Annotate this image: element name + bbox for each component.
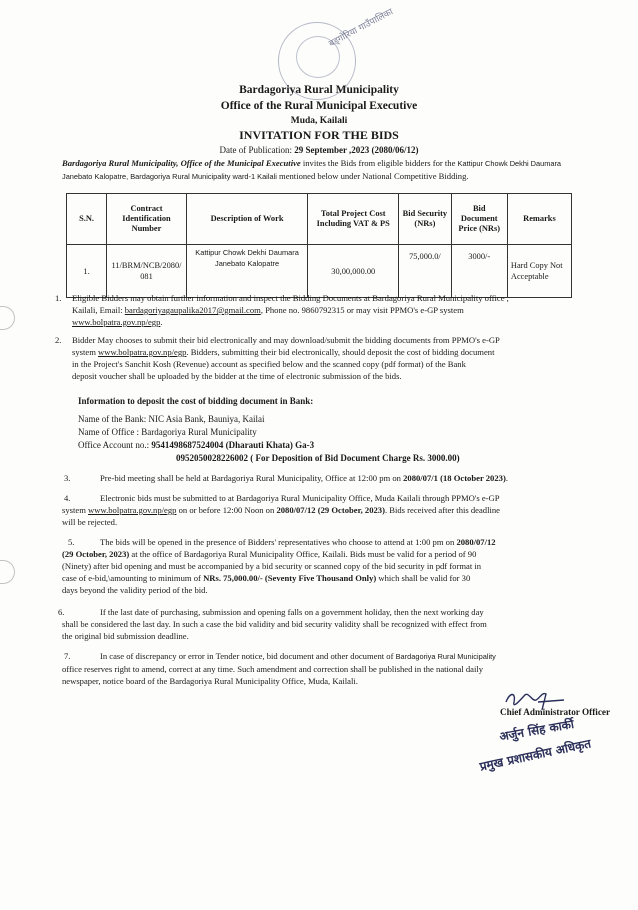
col-contract: Contract Identification Number bbox=[107, 194, 187, 245]
clause-2 bbox=[55, 334, 592, 382]
col-security: Bid Security (NRs) bbox=[399, 194, 451, 245]
opening-date-en: (29 October, 2023) bbox=[62, 549, 130, 559]
clause-7-text-a: In case of discrepancy or error in Tender notice, bid document and other document of bbox=[100, 651, 396, 661]
clause-6-number: 6. bbox=[58, 607, 65, 617]
bank-office: Name of Office : Bardagoriya Rural Municipality bbox=[78, 427, 257, 437]
clause-5-text-a: The bids will be opened in the presence of Bidders' representatives who choose to attend at 1:00 pm on bbox=[100, 537, 457, 547]
clause-4 bbox=[62, 492, 592, 528]
clause-7-small: Bardagoriya Rural Municipality bbox=[395, 652, 496, 661]
seal-text: बड्गोरिया गाउँपालिका bbox=[327, 7, 395, 50]
account-number-1: 9541498687524004 (Dharauti Khata) Ga-3 bbox=[151, 440, 315, 450]
clause-7-line-b: office reserves right to amend, correct at any time. Such amendment and correction shall be published in the national daily bbox=[62, 664, 484, 674]
email-link[interactable]: bardagoriyagaupalika2017@gmail.com bbox=[124, 305, 261, 315]
municipality-name: Bardagoriya Rural Municipality bbox=[239, 84, 399, 96]
punch-hole-mark bbox=[0, 560, 15, 584]
clause-1-line-c bbox=[62, 316, 592, 328]
submission-deadline: 2080/07/12 (29 October, 2023) bbox=[276, 505, 385, 515]
clause-1-text-d: . bbox=[160, 317, 163, 327]
office-address: Muda, Kailali bbox=[290, 116, 348, 126]
clause-4-text-d: . Bids received after this deadline bbox=[384, 505, 500, 515]
clause-7-line-c: newspaper, notice board of the Bardagoriya Rural Municipality Office, Muda, Kailali. bbox=[62, 676, 358, 686]
clause-5-line-d bbox=[62, 572, 592, 584]
clause-4-text-b: system bbox=[62, 505, 89, 515]
egp-link[interactable]: www.bolpatra.gov.np/egp bbox=[88, 505, 177, 515]
clause-1-line-a: Eligible Bidders may obtain further information and inspect the Bidding Documents at Bardagoriya Rural Municipality office , bbox=[72, 293, 509, 303]
col-sn: S.N. bbox=[67, 194, 107, 245]
clause-4-line-b bbox=[62, 504, 592, 516]
cell-cost: 30,00,000.00 bbox=[308, 245, 399, 298]
signatory-post-stamp: प्रमुख प्रशासकीय अधिकृत bbox=[478, 736, 593, 774]
egp-link[interactable]: www.bolpatra.gov.np/egp bbox=[98, 347, 187, 357]
bids-table bbox=[66, 193, 572, 298]
clause-1-number: 1. bbox=[55, 293, 62, 303]
egp-link[interactable]: www.bolpatra.gov.np/egp bbox=[72, 317, 161, 327]
clause-6 bbox=[58, 606, 592, 642]
cell-contract: 11/BRM/NCB/2080/081 bbox=[107, 245, 187, 298]
cell-remarks: Hard Copy Not Acceptable bbox=[507, 245, 571, 298]
opening-date-np: 2080/07/12 bbox=[456, 537, 496, 547]
col-cost: Total Project Cost Including VAT & PS bbox=[308, 194, 399, 245]
punch-hole-mark bbox=[0, 306, 15, 330]
account-label: Office Account no.: bbox=[78, 440, 152, 450]
signatory-name-stamp: अर्जुन सिंह कार्की bbox=[498, 716, 575, 744]
clause-2-line-a: Bidder May chooses to submit their bid electronically and may download/submit the bidding documents from PPMO's e-GP bbox=[72, 335, 500, 345]
publication-date-value: 29 September ,2023 (2080/06/12) bbox=[294, 145, 419, 155]
clause-6-line-c: the original bid submission deadline. bbox=[62, 631, 189, 641]
intro-mid: invites the Bids from eligible bidders for the bbox=[300, 158, 458, 168]
clause-3-text: Pre-bid meeting shall be held at Bardagoriya Rural Municipality, Office at 12:00 pm on bbox=[100, 473, 404, 483]
notice-title: INVITATION FOR THE BIDS bbox=[239, 128, 399, 142]
publication-date bbox=[0, 145, 638, 155]
clause-5-line-f: days beyond the validity period of the bid. bbox=[62, 585, 208, 595]
col-price: Bid Document Price (NRs) bbox=[451, 194, 507, 245]
office-name: Office of the Rural Municipal Executive bbox=[220, 100, 418, 112]
cell-security: 75,000.0/ bbox=[399, 245, 451, 298]
table-header-row bbox=[67, 194, 572, 245]
col-remarks: Remarks bbox=[507, 194, 571, 245]
clause-6-line-a: If the last date of purchasing, submission and opening falls on a government holiday, then the next working day bbox=[100, 607, 484, 617]
clause-3-line bbox=[62, 472, 592, 484]
bank-info-heading: Information to deposit the cost of bidding document in Bank: bbox=[78, 396, 314, 406]
intro-work: Kattipur Chowk Dekhi Daumara Janebato Kalopatre, Bardagoriya Rural Municipality ward-1 Kailali bbox=[62, 159, 562, 181]
clause-2-line-b bbox=[62, 346, 592, 358]
clause-3-number: 3. bbox=[64, 473, 71, 483]
clause-1-text-b: Kailali, Email: bbox=[72, 305, 125, 315]
clause-5-line-a bbox=[62, 536, 592, 548]
clause-5-text-b: at the office of Bardagoriya Rural Municipality Office, Kailali. Bids must be valid for a period of 90 bbox=[129, 549, 477, 559]
clause-2-number: 2. bbox=[55, 335, 62, 345]
publication-label: Date of Publication: bbox=[219, 145, 295, 155]
intro-paragraph bbox=[62, 157, 582, 183]
col-description: Description of Work bbox=[186, 194, 307, 245]
clause-7 bbox=[62, 650, 592, 687]
clause-5-text-e: which shall be valid for 30 bbox=[376, 573, 471, 583]
account-number-2: 0952050028226002 ( For Deposition of Bid Document Charge Rs. 3000.00) bbox=[176, 453, 460, 463]
bank-name: Name of the Bank: NIC Asia Bank, Bauniya, Kailai bbox=[78, 414, 265, 424]
clause-7-line-a bbox=[62, 650, 592, 663]
clause-5-text-d: case of e-bid,\amounting to minimum of bbox=[62, 573, 204, 583]
clause-4-text-c: on or before 12:00 Noon on bbox=[176, 505, 277, 515]
clause-7-number: 7. bbox=[64, 651, 71, 661]
cell-price: 3000/- bbox=[451, 245, 507, 298]
clause-5-number: 5. bbox=[68, 537, 75, 547]
intro-issuer: Bardagoriya Rural Municipality, Office of the Municipal Executive bbox=[62, 158, 301, 168]
clause-2-text-c: . Bidders, submitting their bid electronically, should deposit the cost of bidding document bbox=[186, 347, 495, 357]
clause-4-number: 4. bbox=[64, 493, 71, 503]
prebid-date: 2080/07/1 (18 October 2023) bbox=[403, 473, 506, 483]
clause-5-line-b bbox=[62, 548, 592, 560]
signatory-title: Chief Administrator Officer bbox=[500, 707, 611, 717]
clause-2-text-b: system bbox=[72, 347, 99, 357]
clause-4-line-a: Electronic bids must be submitted to at Bardagoriya Rural Municipality Office, Muda Kailali through PPMO's e-GP bbox=[100, 493, 500, 503]
table-row bbox=[67, 245, 572, 298]
bank-account-1 bbox=[78, 439, 314, 451]
clause-6-line-b: shall be considered the last day. In such a case the bid validity and bid security validity shall be recognized with effect from bbox=[62, 619, 487, 629]
bank-account-2 bbox=[176, 452, 460, 464]
bid-security-amount: NRs. 75,000.00/- (Seventy Five Thousand Only) bbox=[203, 573, 377, 583]
clause-1-text-c: , Phone no. 9860792315 or may visit PPMO's e-GP system bbox=[260, 305, 464, 315]
intro-end: mentioned below under National Competitive Bidding. bbox=[276, 171, 469, 181]
clause-3 bbox=[62, 472, 592, 484]
clause-1-line-b bbox=[62, 304, 592, 316]
cell-sn: 1. bbox=[67, 245, 107, 298]
clause-3-end: . bbox=[505, 473, 508, 483]
clause-5-line-c: (Ninety) after bid opening and must be accompanied by a bid security or scanned copy of the bid security in pdf format in bbox=[62, 561, 482, 571]
clause-5 bbox=[62, 536, 592, 596]
clause-4-line-e: will be rejected. bbox=[62, 517, 118, 527]
clause-2-line-e: deposit voucher shall be uploaded by the bidder at the time of electronic submission of the bids. bbox=[72, 371, 402, 381]
clause-1 bbox=[55, 292, 592, 328]
clause-2-line-d: in the Project's Sanchit Kosh (Revenue) account as specified below and the scanned copy (pdf format) of the Bank bbox=[72, 359, 466, 369]
cell-description: Kattipur Chowk Dekhi Daumara Janebato Kalopatre bbox=[186, 245, 307, 298]
